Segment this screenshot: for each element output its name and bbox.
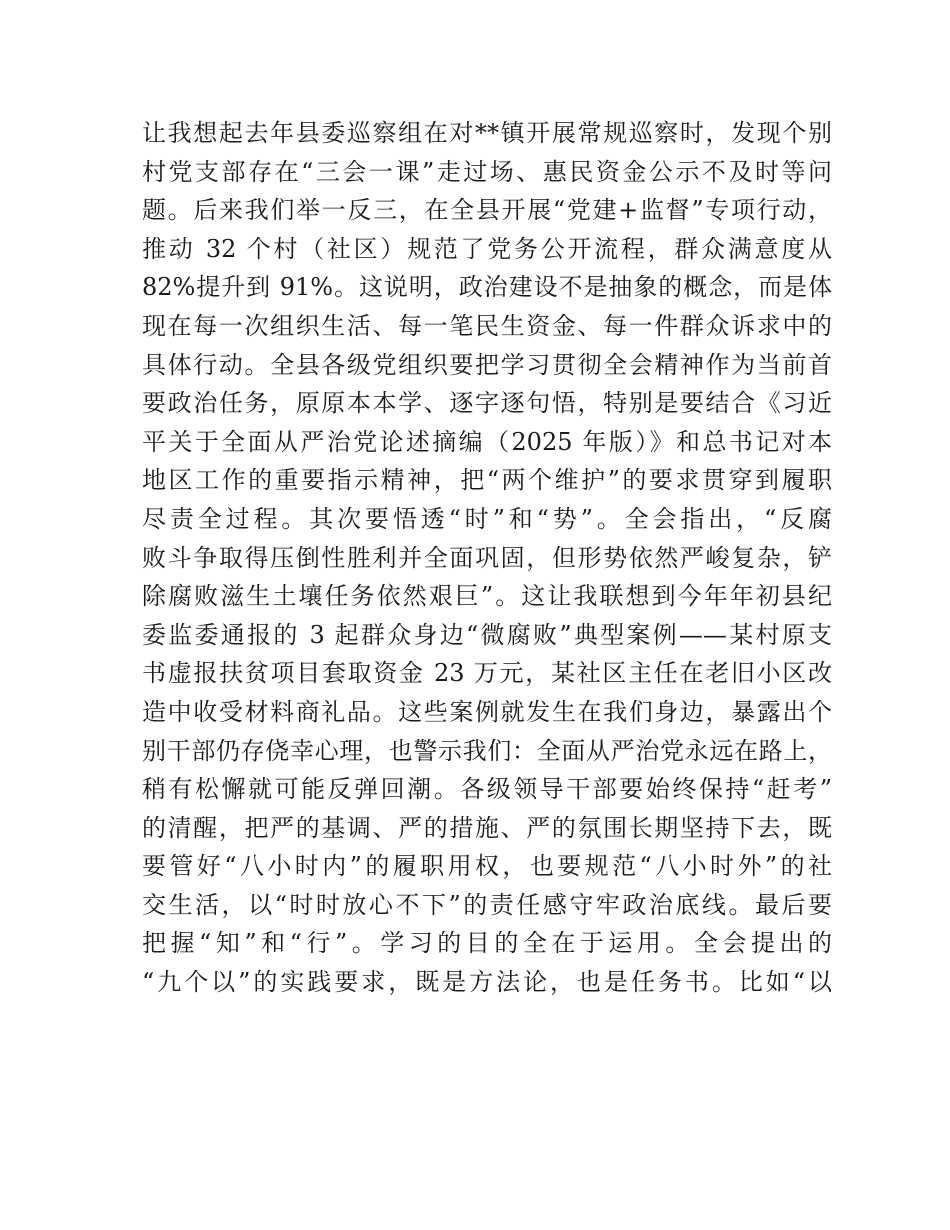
- text-line-2: 村党支部存在“三会一课”走过场、惠民资金公示不及时等问: [142, 157, 832, 186]
- text-line-21: 交生活，以“时时放心不下”的责任感守牢政治底线。最后要: [142, 890, 832, 919]
- text-line-8: 要政治任务，原原本本学、逐字逐句悟，特别是要结合《习近: [142, 389, 832, 418]
- text-line-20: 要管好“八小时内”的履职用权，也要规范“八小时外”的社: [142, 852, 832, 881]
- text-line-15: 书虚报扶贫项目套取资金 23 万元，某社区主任在老旧小区改: [142, 659, 832, 688]
- text-line-19: 的清醒，把严的基调、严的措施、严的氛围长期坚持下去，既: [142, 813, 832, 842]
- text-line-5: 82%提升到 91%。这说明，政治建设不是抽象的概念，而是体: [142, 273, 832, 302]
- text-line-4: 推动 32 个村（社区）规范了党务公开流程，群众满意度从: [142, 234, 832, 263]
- text-line-23: “九个以”的实践要求，既是方法论，也是任务书。比如“以: [142, 968, 832, 997]
- text-line-14: 委监委通报的 3 起群众身边“微腐败”典型案例——某村原支: [142, 620, 832, 649]
- text-line-3: 题。后来我们举一反三，在全县开展“党建+监督”专项行动，: [142, 196, 832, 225]
- text-line-10: 地区工作的重要指示精神，把“两个维护”的要求贯穿到履职: [142, 466, 832, 495]
- text-line-6: 现在每一次组织生活、每一笔民生资金、每一件群众诉求中的: [142, 311, 832, 340]
- text-line-18: 稍有松懈就可能反弹回潮。各级领导干部要始终保持“赶考”: [142, 775, 832, 804]
- text-line-16: 造中收受材料商礼品。这些案例就发生在我们身边，暴露出个: [142, 697, 832, 726]
- text-line-7: 具体行动。全县各级党组织要把学习贯彻全会精神作为当前首: [142, 350, 832, 379]
- body-paragraph: [142, 114, 832, 1002]
- text-line-12: 败斗争取得压倒性胜利并全面巩固，但形势依然严峻复杂，铲: [142, 543, 832, 572]
- text-line-1: 让我想起去年县委巡察组在对**镇开展常规巡察时，发现个别: [142, 119, 832, 147]
- text-line-17: 别干部仍存侥幸心理，也警示我们：全面从严治党永远在路上，: [142, 736, 832, 765]
- text-line-13: 除腐败滋生土壤任务依然艰巨”。这让我联想到今年年初县纪: [142, 582, 832, 611]
- text-line-11: 尽责全过程。其次要悟透“时”和“势”。全会指出，“反腐: [142, 504, 832, 533]
- text-line-9: 平关于全面从严治党论述摘编（2025 年版）》和总书记对本: [142, 427, 832, 456]
- text-line-22: 把握“知”和“行”。学习的目的全在于运用。全会提出的: [142, 929, 832, 958]
